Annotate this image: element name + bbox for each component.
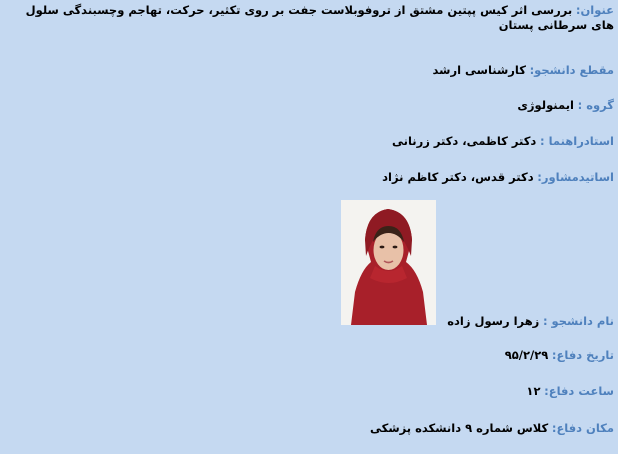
defense-date-value: ۹۵/۲/۲۹ xyxy=(504,348,549,362)
student-label: نام دانشجو : xyxy=(542,314,614,328)
defense-time-row xyxy=(4,384,614,399)
advisor-value: دکتر قدس، دکتر کاظم نژاد xyxy=(382,170,534,184)
defense-place-row xyxy=(4,421,614,436)
advisor-row xyxy=(4,170,614,185)
defense-place-value: کلاس شماره ۹ دانشکده پزشکی xyxy=(370,421,549,435)
defense-place-label: مکان دفاع: xyxy=(551,421,614,435)
defense-date-row xyxy=(4,348,614,363)
group-value: ایمنولوژی xyxy=(517,98,574,112)
degree-label: مقطع دانشجو: xyxy=(529,63,614,77)
title-row xyxy=(4,3,614,33)
defense-time-label: ساعت دفاع: xyxy=(544,384,614,398)
group-row xyxy=(4,98,614,113)
degree-row xyxy=(4,63,614,78)
group-label: گروه : xyxy=(577,98,614,112)
student-portrait-photo-icon xyxy=(341,200,436,325)
supervisor-label: استادراهنما : xyxy=(539,134,614,148)
defense-time-value: ۱۲ xyxy=(526,384,541,398)
defense-date-label: تاریخ دفاع: xyxy=(551,348,614,362)
advisor-label: اساتیدمشاور: xyxy=(537,170,614,184)
supervisor-row xyxy=(4,134,614,149)
degree-value: کارشناسی ارشد xyxy=(432,63,526,77)
student-photo xyxy=(341,200,436,325)
student-value: زهرا رسول زاده xyxy=(447,314,540,328)
title-label: عنوان: xyxy=(575,3,614,17)
title-value: بررسی اثر کیس پپتین مشتق از تروفوبلاست جفت بر روی تکثیر، حرکت، تهاجم وچسبندگی سلول های سرطانی پستان xyxy=(25,3,614,32)
student-row xyxy=(4,314,614,329)
supervisor-value: دکتر کاظمی، دکتر زرنانی xyxy=(392,134,537,148)
